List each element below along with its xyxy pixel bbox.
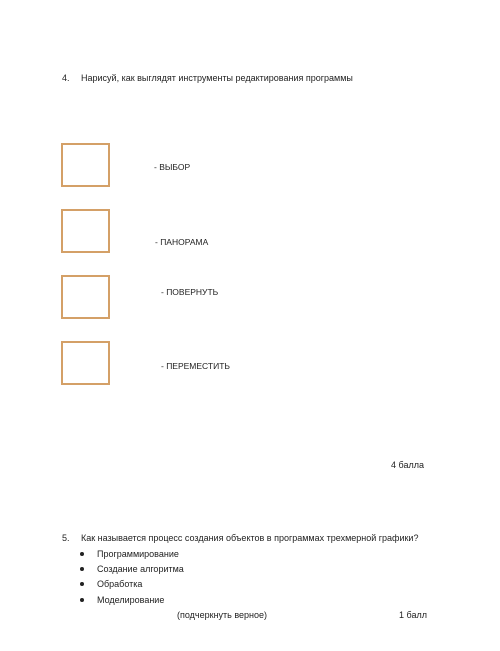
tool-label-rotate: - ПОВЕРНУТЬ — [161, 287, 219, 297]
tool-drawing-box-rotate[interactable] — [61, 275, 110, 319]
question-5-number: 5. — [62, 533, 70, 543]
tool-label-pan: - ПАНОРАМА — [155, 237, 209, 247]
answer-option-label: Моделирование — [97, 595, 165, 605]
answer-option-label: Программирование — [97, 549, 179, 559]
question-5-text: Как называется процесс создания объектов в программах трехмерной графики? — [81, 533, 419, 543]
question-5-hint: (подчеркнуть верное) — [177, 610, 268, 620]
answer-option-processing[interactable] — [80, 578, 142, 590]
answer-option-programming[interactable] — [80, 548, 179, 560]
answer-option-modeling[interactable] — [80, 594, 164, 606]
tool-drawing-box-move[interactable] — [61, 341, 110, 385]
tool-label-select: - ВЫБОР — [154, 162, 191, 172]
question-4-score: 4 балла — [391, 460, 424, 470]
question-4-text: Нарисуй, как выглядят инструменты редактирования программы — [81, 73, 353, 83]
tool-drawing-box-pan[interactable] — [61, 209, 110, 253]
bullet-icon — [80, 582, 84, 586]
tool-drawing-box-select[interactable] — [61, 143, 110, 187]
answer-option-label: Создание алгоритма — [97, 564, 184, 574]
answer-option-label: Обработка — [97, 579, 143, 589]
bullet-icon — [80, 598, 84, 602]
answer-option-algorithm[interactable] — [80, 563, 184, 575]
bullet-icon — [80, 567, 84, 571]
question-4-number: 4. — [62, 73, 70, 83]
tool-label-move: - ПЕРЕМЕСТИТЬ — [161, 361, 230, 371]
question-5-score: 1 балл — [399, 610, 427, 620]
bullet-icon — [80, 552, 84, 556]
